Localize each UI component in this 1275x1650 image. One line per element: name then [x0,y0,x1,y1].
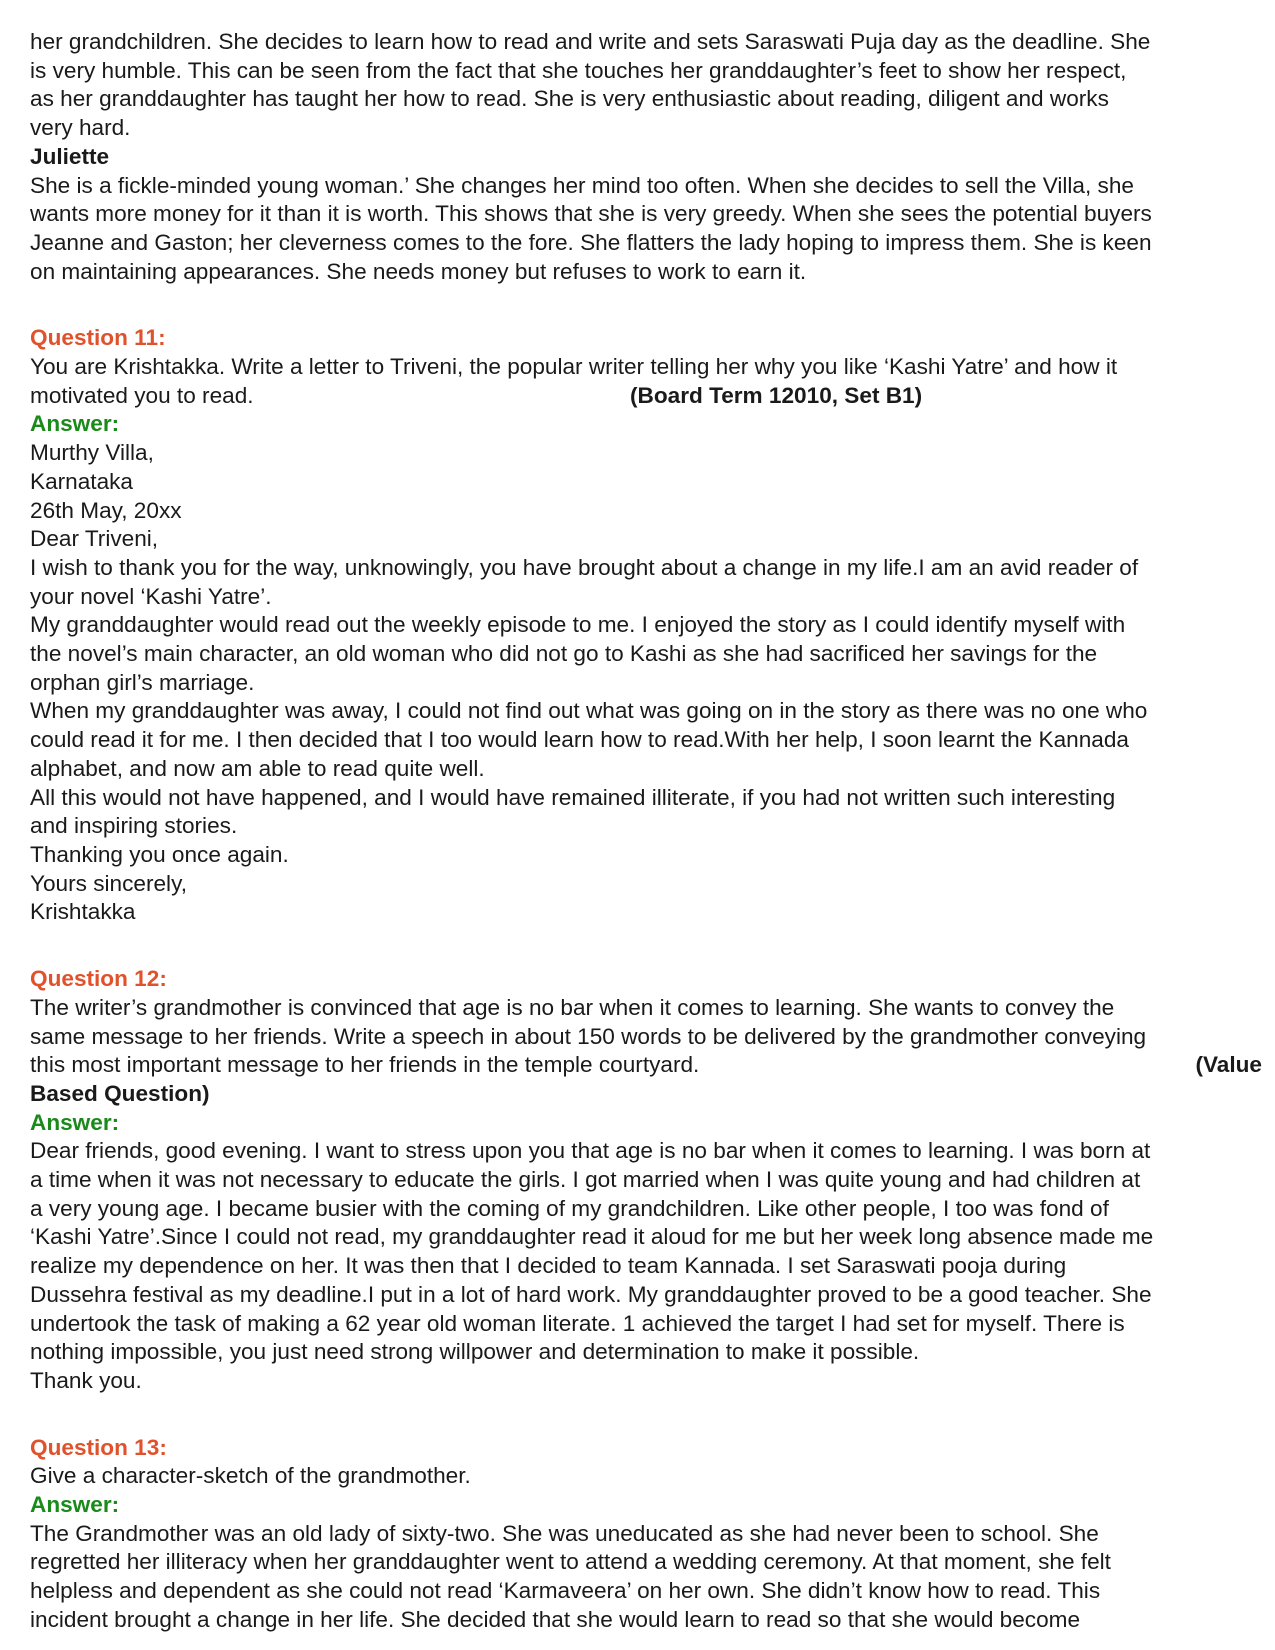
speech-line: ‘Kashi Yatre’.Since I could not read, my granddaughter read it aloud for me but her week long absence made me [30,1224,1154,1250]
speech-line: nothing impossible, you just need strong willpower and determination to make it possible. [30,1339,920,1365]
letter-body-line: My granddaughter would read out the weekly episode to me. I enjoyed the story as I could identify myself with [30,612,1126,638]
letter-body-line: alphabet, and now am able to read quite well. [30,755,485,781]
question-11-section [30,324,1260,927]
answer-12-speech [30,1137,1260,1395]
text-line: wants more money for it than it is worth. This shows that she is very greedy. When she sees the potential buyers [30,201,1152,227]
question-12-last-line [30,1051,1262,1080]
question-11-text-end: motivated you to read. [30,382,254,408]
question-13-section [30,1434,1260,1635]
letter-body-line: I wish to thank you for the way, unknowingly, you have brought about a change in my life.I am an avid reader of [30,554,1139,580]
question-12-text: same message to her friends. Write a speech in about 150 words to be delivered by the grandmother conveying [30,1023,1147,1049]
question-12-label: Question 12: [30,966,167,992]
speech-line: Thank you. [30,1367,142,1393]
intro-paragraph [30,28,1260,143]
letter-address-line: Karnataka [30,468,133,494]
question-12-text: The writer’s grandmother is convinced that age is no bar when it comes to learning. She wants to convey the [30,994,1115,1020]
text-line: as her granddaughter has taught her how to read. She is very enthusiastic about reading, diligent and works [30,86,1109,112]
letter-signature: Krishtakka [30,899,136,925]
text-line: her grandchildren. She decides to learn how to read and write and sets Saraswati Puja day as the deadline. She [30,29,1151,54]
answer-11-letter [30,439,1260,927]
letter-body-line: and inspiring stories. [30,813,238,839]
juliette-heading: Juliette [30,143,110,169]
answer-line: helpless and dependent as she could not read ‘Karmaveera’ on her own. She didn’t know how to read. This [30,1578,1101,1604]
speech-line: realize my dependence on her. It was then that I decided to team Kannada. I set Saraswati pooja during [30,1253,1067,1279]
question-11-source: (Board Term 12010, Set B1) [630,382,923,408]
section-gap [30,927,1260,965]
letter-body-line: All this would not have happened, and I would have remained illiterate, if you had not written such interesting [30,784,1116,810]
speech-line: Dussehra festival as my deadline.I put in a lot of hard work. My granddaughter proved to be a good teacher. She [30,1281,1152,1307]
question-13-text: Give a character-sketch of the grandmother. [30,1463,471,1489]
answer-13-label: Answer: [30,1492,120,1518]
letter-body-line: your novel ‘Kashi Yatre’. [30,583,272,609]
answer-line: incident brought a change in her life. She decided that she would learn to read so that she would become [30,1606,1081,1632]
letter-body-line: When my granddaughter was away, I could not find out what was going on in the story as there was no one who [30,698,1148,724]
letter-body-line: the novel’s main character, an old woman who did not go to Kashi as she had sacrificed her savings for the [30,641,1098,667]
text-line: Jeanne and Gaston; her cleverness comes to the fore. She flatters the lady hoping to impress them. She is keen [30,229,1152,255]
answer-11-label: Answer: [30,411,120,437]
section-gap [30,1396,1260,1434]
question-11-label: Question 11: [30,325,166,351]
letter-body-line: could read it for me. I then decided that I too would learn how to read.With her help, I soon learnt the Kannada [30,727,1129,753]
question-12-source: (Value [1195,1052,1262,1078]
document-page [30,28,1260,1635]
question-13-label: Question 13: [30,1434,167,1460]
question-12-section [30,965,1260,1396]
question-12-text-end: this most important message to her friends in the temple courtyard. [30,1052,700,1078]
letter-date: 26th May, 20xx [30,497,182,523]
speech-line: a very young age. I became busier with the coming of my grandchildren. Like other people, I too was fond of [30,1195,1109,1221]
answer-line: The Grandmother was an old lady of sixty-two. She was uneducated as she had never been to school. She [30,1520,1099,1546]
text-line: very hard. [30,115,131,141]
letter-salutation: Dear Triveni, [30,526,159,552]
speech-line: undertook the task of making a 62 year old woman literate. 1 achieved the target I had set for myself. There is [30,1310,1125,1336]
letter-body-line: orphan girl’s marriage. [30,669,255,695]
speech-line: a time when it was not necessary to educate the girls. I got married when I was quite young and had children at [30,1167,1141,1193]
answer-13-text [30,1520,1260,1635]
speech-line: Dear friends, good evening. I want to stress upon you that age is no bar when it comes to learning. I was born at [30,1138,1151,1164]
text-line: on maintaining appearances. She needs money but refuses to work to earn it. [30,258,807,284]
question-12-source-cont: Based Question) [30,1080,210,1106]
section-gap [30,286,1260,324]
question-11-text: You are Krishtakka. Write a letter to Triveni, the popular writer telling her why you like ‘Kashi Yatre’ and how it [30,354,1118,380]
answer-12-label: Answer: [30,1109,120,1135]
question-11-last-line [30,382,1260,411]
letter-closing: Yours sincerely, [30,870,187,896]
text-line: is very humble. This can be seen from the fact that she touches her granddaughter’s feet to show her respect, [30,57,1127,83]
letter-closing: Thanking you once again. [30,841,289,867]
letter-address-line: Murthy Villa, [30,440,154,466]
juliette-paragraph [30,172,1260,287]
text-line: She is a fickle-minded young woman.’ She changes her mind too often. When she decides to sell the Villa, she [30,172,1134,198]
answer-line: regretted her illiteracy when her granddaughter went to attend a wedding ceremony. At that moment, she felt [30,1549,1111,1575]
